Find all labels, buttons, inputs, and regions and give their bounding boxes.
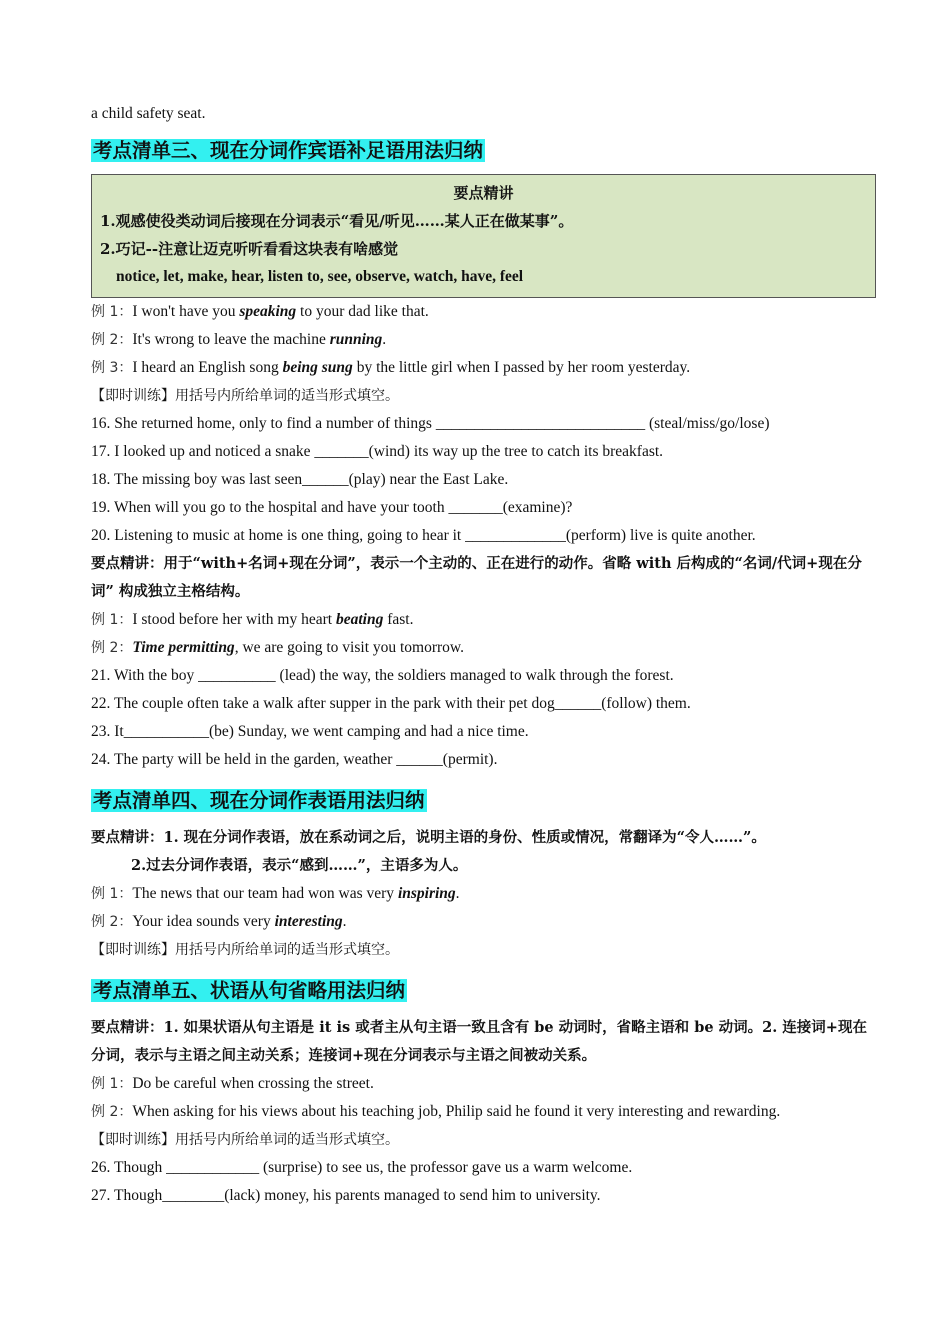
section-heading — [91, 786, 871, 816]
example-text: The news that our team had won was very — [132, 885, 398, 902]
example-prefix: 例 2： — [91, 332, 133, 348]
exercise-line: 19. When will you go to the hospital and have your tooth _______(examine)? — [91, 499, 573, 516]
exercise-line: 23. It___________(be) Sunday, we went camping and had a nice time. — [91, 723, 529, 740]
box-verb-list: notice, let, make, hear, listen to, see, observe, watch, have, feel — [116, 268, 524, 285]
example-prefix: 例 1： — [91, 304, 133, 320]
example-text: Do be careful when crossing the street. — [132, 1075, 374, 1092]
example-text: . — [342, 913, 347, 930]
example-line — [91, 606, 871, 634]
key-point-note: 要点精讲：用于“with+名词+现在分词”，表示一个主动的、正在进行的动作。省略 with 后构成的“名词/代词+现在分词” 构成独立主格结构。 — [91, 555, 862, 600]
exercise-line: 22. The couple often take a walk after supper in the park with their pet dog______(follow) them. — [91, 695, 691, 712]
exercise-line: 21. With the boy __________ (lead) the way, the soldiers managed to walk through the forest. — [91, 667, 674, 684]
section3-heading: 考点清单三、现在分词作宾语补足语用法归纳 — [93, 139, 484, 162]
example-text: , we are going to visit you tomorrow. — [234, 639, 464, 656]
key-points-box — [91, 174, 876, 298]
section5-heading: 考点清单五、状语从句省略用法归纳 — [93, 979, 406, 1002]
example-line — [91, 908, 871, 936]
exercise-line: 24. The party will be held in the garden, weather ______(permit). — [91, 751, 498, 768]
box-line: 1.观感使役类动词后接现在分词表示“看见/听见……某人正在做某事”。 — [100, 212, 574, 230]
example-line — [91, 354, 871, 382]
example-text: by the little girl when I passed by her room yesterday. — [352, 359, 691, 376]
example-emphasis: being sung — [282, 359, 353, 376]
example-prefix: 例 1： — [91, 886, 133, 902]
example-prefix: 例 1： — [91, 612, 133, 628]
example-text: to your dad like that. — [296, 303, 429, 320]
key-point-note: 2.过去分词作表语，表示“感到……”，主语多为人。 — [131, 857, 468, 874]
example-text: . — [382, 331, 387, 348]
practice-label: 【即时训练】用括号内所给单词的适当形式填空。 — [91, 942, 399, 958]
example-line — [91, 880, 871, 908]
example-text: Your idea sounds very — [132, 913, 275, 930]
section-heading — [91, 136, 871, 166]
exercise-line: 20. Listening to music at home is one thing, going to hear it _____________(perform) live is quite another. — [91, 527, 756, 544]
example-emphasis: Time permitting — [132, 639, 235, 656]
practice-label: 【即时训练】用括号内所给单词的适当形式填空。 — [91, 1132, 399, 1148]
example-emphasis: inspiring — [397, 885, 456, 902]
exercise-line: 17. I looked up and noticed a snake _______(wind) its way up the tree to catch its breakfast. — [91, 443, 664, 460]
example-prefix: 例 3： — [91, 360, 133, 376]
example-prefix: 例 2： — [91, 640, 133, 656]
example-line — [91, 1070, 871, 1098]
example-text: I stood before her with my heart — [132, 611, 336, 628]
example-prefix: 例 2： — [91, 914, 133, 930]
example-text: I heard an English song — [132, 359, 283, 376]
section-heading — [91, 976, 871, 1006]
example-line — [91, 634, 871, 662]
example-emphasis: running — [329, 331, 383, 348]
page-content — [91, 100, 871, 1210]
example-text: When asking for his views about his teaching job, Philip said he found it very interesting and rewarding. — [132, 1103, 781, 1120]
section4-heading: 考点清单四、现在分词作表语用法归纳 — [93, 789, 425, 812]
box-title: 要点精讲 — [453, 184, 514, 202]
practice-label: 【即时训练】用括号内所给单词的适当形式填空。 — [91, 388, 399, 404]
exercise-line: 26. Though ____________ (surprise) to see us, the professor gave us a warm welcome. — [91, 1159, 633, 1176]
example-prefix: 例 2： — [91, 1104, 133, 1120]
example-line — [91, 326, 871, 354]
example-emphasis: interesting — [274, 913, 343, 930]
example-prefix: 例 1： — [91, 1076, 133, 1092]
example-line — [91, 298, 871, 326]
key-point-note: 要点精讲：1. 如果状语从句主语是 it is 或者主从句主语一致且含有 be 动词时，省略主语和 be 动词。2. 连接词+现在分词，表示与主语之间主动关系；连接词+现在分词表示与主语之间被动关系。 — [91, 1019, 867, 1064]
exercise-line: 27. Though________(lack) money, his parents managed to send him to university. — [91, 1187, 601, 1204]
key-point-note: 要点精讲：1. 现在分词作表语，放在系动词之后，说明主语的身份、性质或情况，常翻译为“令人……”。 — [91, 829, 766, 846]
box-line: 2.巧记--注意让迈克听听看看这块表有啥感觉 — [100, 240, 399, 258]
exercise-line: 16. She returned home, only to find a number of things ___________________________ (steal/miss/go/lose) — [91, 415, 770, 432]
example-line — [91, 1098, 871, 1126]
example-text: It's wrong to leave the machine — [132, 331, 330, 348]
example-emphasis: speaking — [239, 303, 297, 320]
example-text: fast. — [383, 611, 414, 628]
example-text: . — [455, 885, 460, 902]
example-emphasis: beating — [335, 611, 384, 628]
text-line: a child safety seat. — [91, 105, 206, 122]
exercise-line: 18. The missing boy was last seen______(play) near the East Lake. — [91, 471, 509, 488]
example-text: I won't have you — [132, 303, 240, 320]
